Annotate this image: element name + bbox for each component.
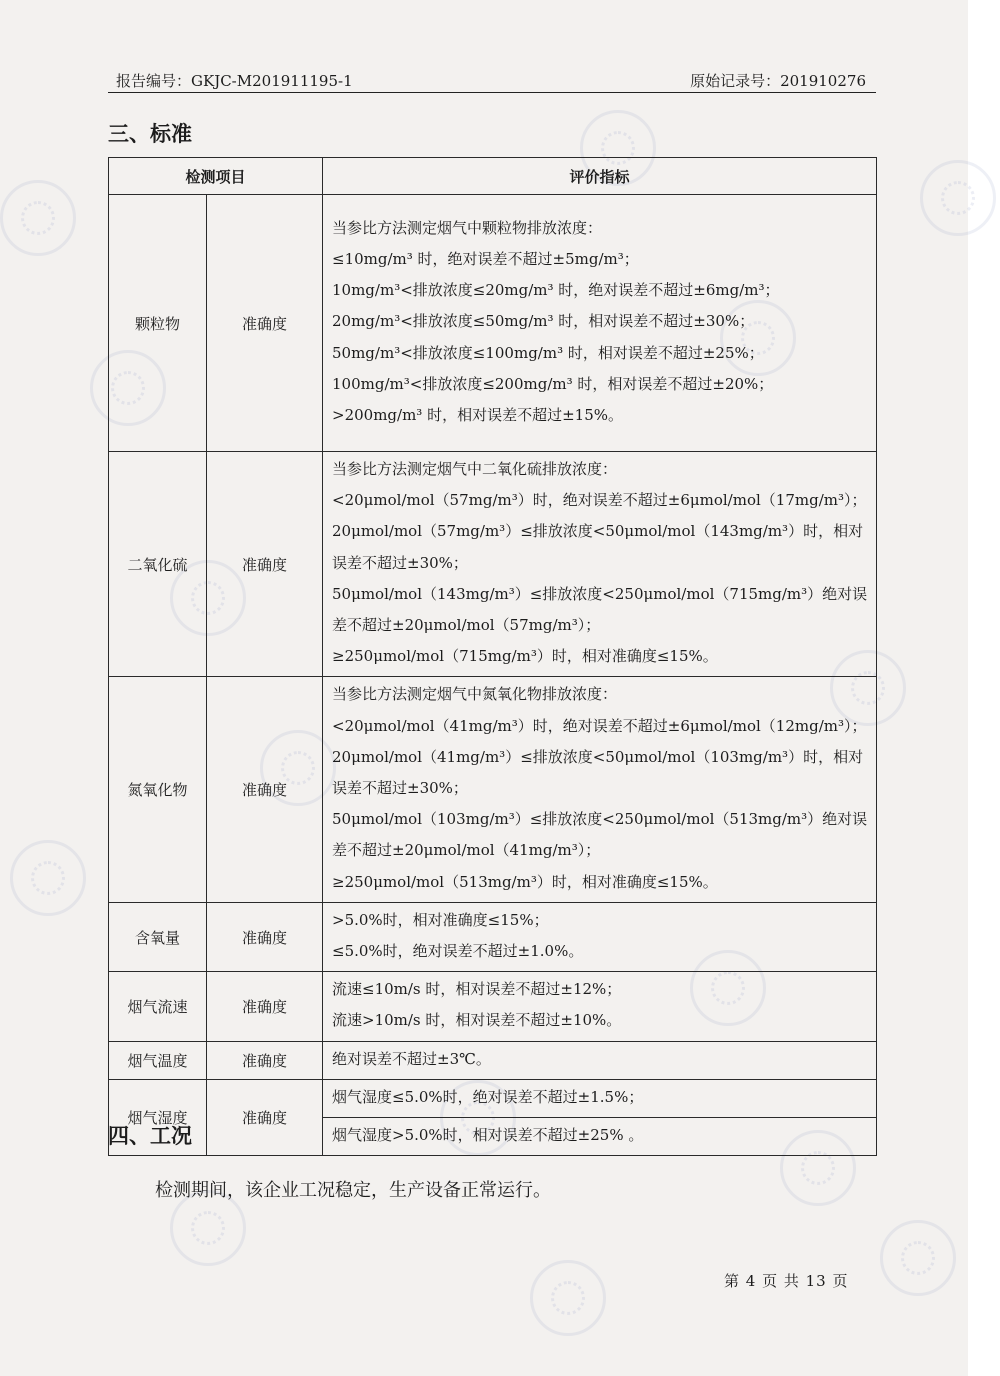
criteria-line: ≥250μmol/mol（715mg/m³）时，相对准确度≤15%。 [332, 647, 718, 666]
section-3-title: 三、标准 [108, 121, 192, 146]
ucas-watermark-icon [10, 840, 86, 916]
criteria-line: 误差不超过±30%； [332, 779, 468, 798]
criteria-line: 50μmol/mol（103mg/m³）≤排放浓度<250μmol/mol（513mg/m³）绝对误 [332, 810, 868, 829]
row-type: 准确度 [207, 1041, 323, 1079]
criteria-line: 差不超过±20μmol/mol（57mg/m³）； [332, 616, 601, 635]
row-type: 准确度 [207, 972, 323, 1041]
page-number: 第 4 页 共 13 页 [724, 1272, 849, 1290]
criteria-line: 当参比方法测定烟气中颗粒物排放浓度： [332, 218, 603, 237]
ucas-watermark-icon [530, 1260, 606, 1336]
criteria-line: ≥250μmol/mol（513mg/m³）时，相对准确度≤15%。 [332, 872, 718, 891]
ucas-watermark-icon [0, 180, 76, 256]
row-item: 烟气温度 [109, 1041, 207, 1079]
criteria-line: 20μmol/mol（57mg/m³）≤排放浓度<50μmol/mol（143mg/m³）时，相对 [332, 522, 864, 541]
criteria-line: ≤5.0%时，绝对误差不超过±1.0%。 [332, 942, 584, 961]
table-row [109, 972, 877, 1041]
criteria-line: <20μmol/mol（57mg/m³）时，绝对误差不超过±6μmol/mol（17mg/m³）； [332, 491, 867, 510]
row-criteria [323, 195, 877, 452]
criteria-line: 流速≤10m/s 时，相对误差不超过±12%； [332, 980, 622, 999]
row-criteria [323, 1079, 877, 1117]
criteria-line: >5.0%时，相对准确度≤15%； [332, 910, 549, 929]
row-type: 准确度 [207, 1079, 323, 1155]
table-row [109, 195, 877, 452]
row-criteria [323, 1041, 877, 1079]
row-type: 准确度 [207, 677, 323, 902]
row-item: 颗粒物 [109, 195, 207, 452]
header-item: 检测项目 [109, 158, 323, 195]
criteria-line: 烟气湿度≤5.0%时，绝对误差不超过±1.5%； [332, 1087, 644, 1106]
table-row [109, 1079, 877, 1117]
criteria-line: 50mg/m³<排放浓度≤100mg/m³ 时，相对误差不超过±25%； [332, 343, 764, 362]
criteria-line: 当参比方法测定烟气中二氧化硫排放浓度： [332, 460, 618, 478]
red-stamp-mark [940, 540, 970, 740]
header-index: 评价指标 [323, 158, 877, 195]
criteria-line: 差不超过±20μmol/mol（41mg/m³）； [332, 841, 601, 860]
record-number: 原始记录号：201910276 [690, 72, 866, 90]
criteria-line: 当参比方法测定烟气中氮氧化物排放浓度： [332, 685, 618, 704]
row-criteria [323, 902, 877, 971]
row-type: 准确度 [207, 452, 323, 677]
section-4-text: 检测期间，该企业工况稳定，生产设备正常运行。 [155, 1180, 551, 1201]
criteria-line: ≤10mg/m³ 时，绝对误差不超过±5mg/m³； [332, 249, 639, 268]
criteria-line: >200mg/m³ 时，相对误差不超过±15%。 [332, 406, 623, 424]
standards-table [108, 157, 877, 1156]
section-4-title: 四、工况 [108, 1123, 192, 1148]
criteria-line: 100mg/m³<排放浓度≤200mg/m³ 时，相对误差不超过±20%； [332, 374, 774, 393]
row-criteria [323, 677, 877, 902]
criteria-line: <20μmol/mol（41mg/m³）时，绝对误差不超过±6μmol/mol（12mg/m³）； [332, 716, 867, 735]
table-header-row [109, 158, 877, 195]
table-row [109, 1041, 877, 1079]
criteria-line: 流速>10m/s 时，相对误差不超过±10%。 [332, 1011, 622, 1030]
row-criteria [323, 972, 877, 1041]
criteria-line: 10mg/m³<排放浓度≤20mg/m³ 时，绝对误差不超过±6mg/m³； [332, 281, 780, 300]
row-item: 氮氧化物 [109, 677, 207, 902]
row-type: 准确度 [207, 195, 323, 452]
ucas-watermark-icon [920, 160, 996, 236]
row-item: 烟气湿度 [109, 1079, 207, 1155]
row-criteria [323, 452, 877, 677]
ucas-watermark-icon [880, 1220, 956, 1296]
row-item: 含氧量 [109, 902, 207, 971]
criteria-line: 误差不超过±30%； [332, 553, 468, 572]
table-row [109, 452, 877, 677]
report-number: 报告编号：GKJC-M201911195-1 [116, 72, 353, 90]
criteria-line: 50μmol/mol（143mg/m³）≤排放浓度<250μmol/mol（715mg/m³）绝对误 [332, 584, 868, 603]
table-row [109, 677, 877, 902]
row-type: 准确度 [207, 902, 323, 971]
row-item: 二氧化硫 [109, 452, 207, 677]
row-criteria [323, 1118, 877, 1156]
table-row [109, 902, 877, 971]
criteria-line: 20μmol/mol（41mg/m³）≤排放浓度<50μmol/mol（103mg/m³）时，相对 [332, 747, 864, 766]
row-item: 烟气流速 [109, 972, 207, 1041]
report-header [108, 68, 876, 93]
criteria-line: 烟气湿度>5.0%时，相对误差不超过±25% 。 [332, 1126, 644, 1145]
criteria-line: 20mg/m³<排放浓度≤50mg/m³ 时，相对误差不超过±30%； [332, 312, 755, 331]
criteria-line: 绝对误差不超过±3℃。 [332, 1049, 491, 1068]
